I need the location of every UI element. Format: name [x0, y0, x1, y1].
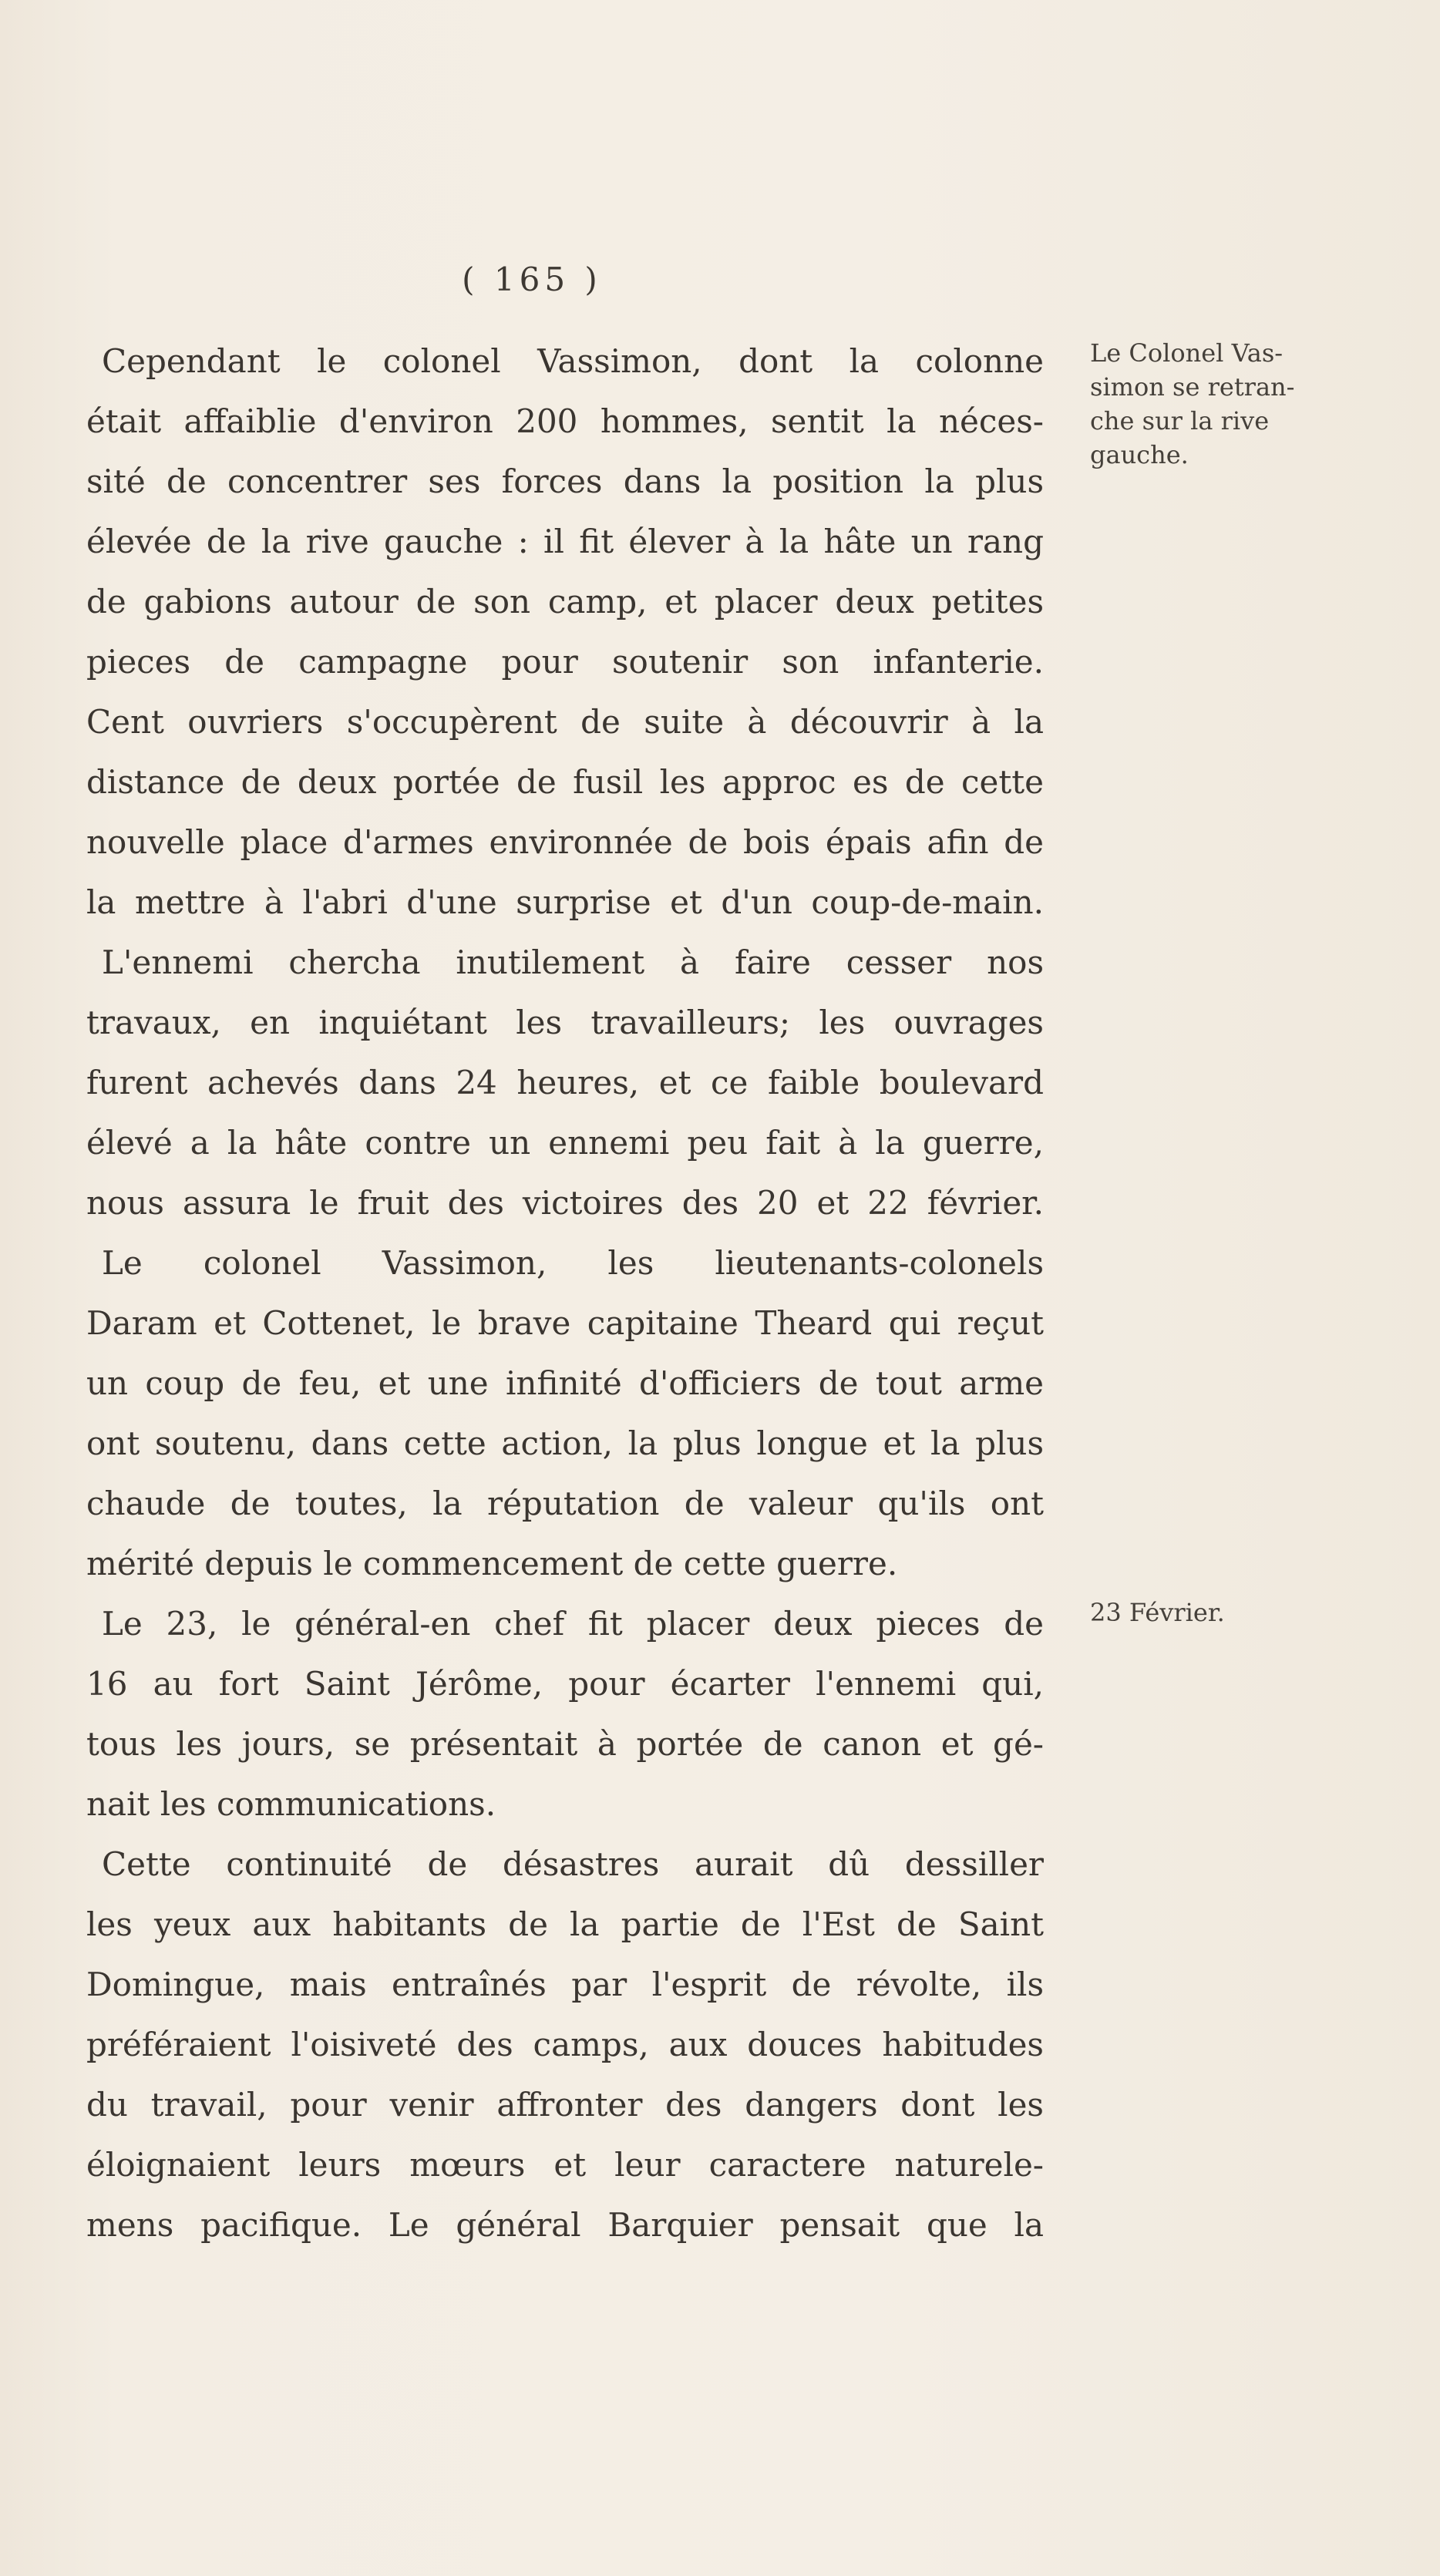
text-line: chaude de toutes, la réputation de valeur qu'ils ont — [86, 1485, 1044, 1522]
text-line: Le 23, le général-en chef fit placer deux pieces de — [102, 1605, 1044, 1643]
text-line: L'ennemi chercha inutilement à faire cesser nos — [102, 943, 1044, 981]
text-line: de gabions autour de son camp, et placer deux petites — [86, 583, 1044, 620]
margin-note-line: 23 Février. — [1090, 1598, 1225, 1627]
text-line: ont soutenu, dans cette action, la plus longue et la plus — [86, 1424, 1044, 1462]
text-line: furent achevés dans 24 heures, et ce faible boulevard — [86, 1064, 1044, 1101]
text-line: mens pacifique. Le général Barquier pensait que la — [86, 2206, 1044, 2244]
text-line: tous les jours, se présentait à portée de canon et gé- — [86, 1725, 1044, 1763]
text-line: Cependant le colonel Vassimon, dont la colonne — [102, 342, 1044, 380]
text-line: Cette continuité de désastres aurait dû dessiller — [102, 1845, 1044, 1883]
margin-note-line: Le Colonel Vas- — [1090, 338, 1284, 368]
text-line: du travail, pour venir affronter des dangers dont les — [86, 2086, 1044, 2124]
text-line: nous assura le fruit des victoires des 20 et 22 février. — [86, 1184, 1044, 1222]
text-line: 16 au fort Saint Jérôme, pour écarter l'ennemi qui, — [86, 1665, 1044, 1703]
margin-note-line: gauche. — [1090, 440, 1189, 469]
paragraph-5 — [86, 1834, 1044, 2255]
text-line: nait les communications. — [86, 1785, 496, 1823]
margin-note-line: che sur la rive — [1090, 406, 1270, 435]
margin-note-date — [1090, 1596, 1225, 1629]
text-line: la mettre à l'abri d'une surprise et d'un coup-de-main. — [86, 883, 1044, 921]
text-line: pieces de campagne pour soutenir son infanterie. — [86, 643, 1044, 681]
text-line: Daram et Cottenet, le brave capitaine Theard qui reçut — [86, 1304, 1044, 1342]
text-line: les yeux aux habitants de la partie de l'Est de Saint — [86, 1905, 1044, 1943]
text-line: élevé a la hâte contre un ennemi peu fait à la guerre, — [86, 1124, 1044, 1162]
text-line: mérité depuis le commencement de cette guerre. — [86, 1545, 898, 1582]
text-line: sité de concentrer ses forces dans la position la plus — [86, 462, 1044, 500]
text-line: élevée de la rive gauche : il fit élever à la hâte un rang — [86, 523, 1044, 560]
margin-note-line: simon se retran- — [1090, 372, 1295, 402]
paragraph-1 — [86, 331, 1044, 933]
text-line: Domingue, mais entraînés par l'esprit de révolte, ils — [86, 1966, 1044, 2003]
margin-note-colonel — [1090, 336, 1294, 472]
text-line: travaux, en inquiétant les travailleurs; les ouvrages — [86, 1004, 1044, 1041]
page-number: ( 165 ) — [462, 261, 602, 298]
paragraph-4 — [86, 1594, 1044, 1834]
body-text — [86, 331, 1044, 2255]
paragraph-2 — [86, 933, 1044, 1233]
text-line: Cent ouvriers s'occupèrent de suite à découvrir à la — [86, 703, 1044, 741]
text-line: éloignaient leurs mœurs et leur caractere naturele- — [86, 2146, 1044, 2184]
text-line: nouvelle place d'armes environnée de bois épais afin de — [86, 823, 1044, 861]
text-line: distance de deux portée de fusil les approc es de cette — [86, 763, 1044, 801]
text-line: Le colonel Vassimon, les lieutenants-colonels — [102, 1244, 1044, 1282]
paragraph-3 — [86, 1233, 1044, 1594]
text-line: était affaiblie d'environ 200 hommes, sentit la néces- — [86, 402, 1044, 440]
text-line: un coup de feu, et une infinité d'officiers de tout arme — [86, 1364, 1044, 1402]
text-line: préféraient l'oisiveté des camps, aux douces habitudes — [86, 2026, 1044, 2063]
